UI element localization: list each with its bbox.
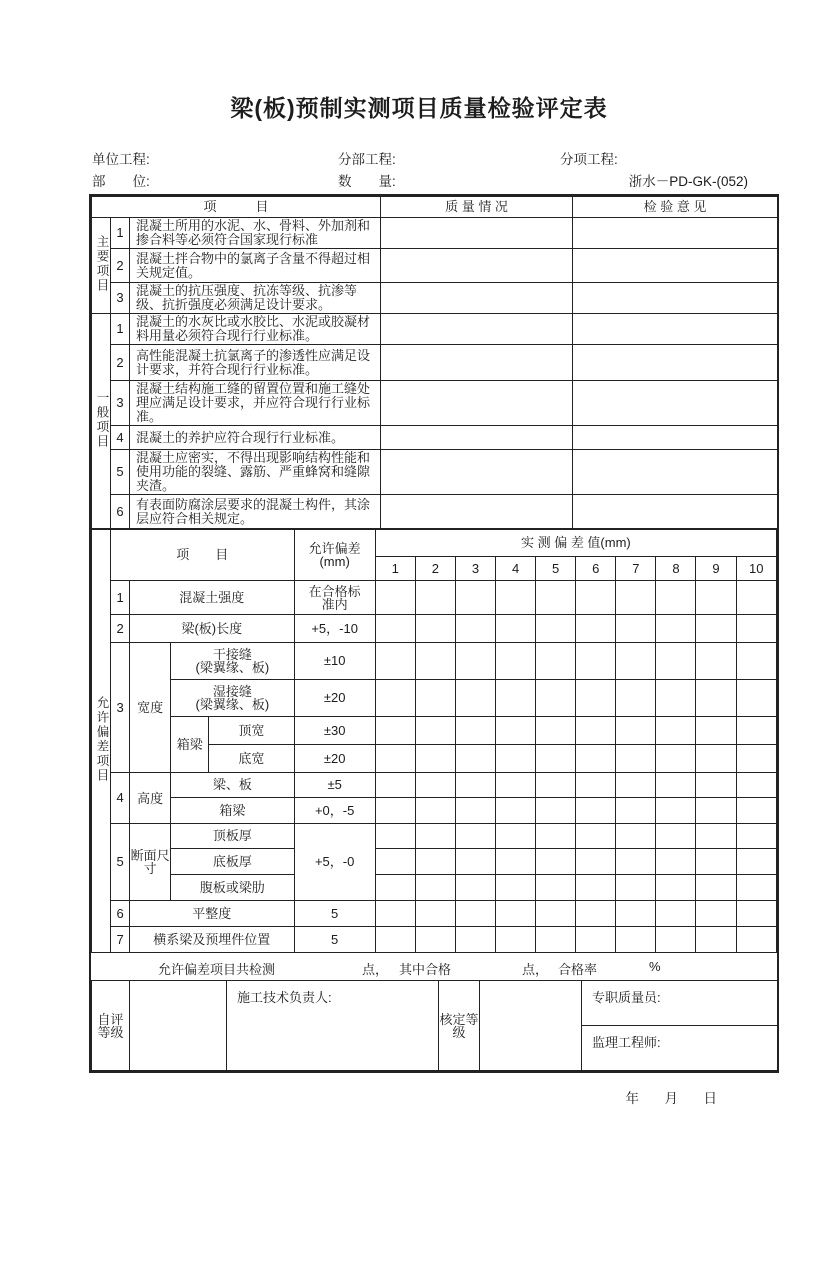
measured-col-header: 10 [736,557,776,581]
date-line: 年 月 日 [625,1091,723,1106]
allowed-deviation-header: 允许偏差 (mm) [294,530,375,581]
item-group-width: 宽度 [130,643,171,773]
measured-value-cell [696,717,736,745]
measured-value-cell [616,745,656,773]
stats-points-label: 点， [362,962,389,977]
inspection-opinion-cell [573,381,778,426]
item-number: 4 [111,426,130,450]
measured-value-cell [536,875,576,901]
measured-value-cell [696,927,736,953]
measured-value-cell [375,680,415,717]
measured-value-cell [696,901,736,927]
measured-value-cell [375,798,415,824]
item-group-height: 高度 [130,773,171,824]
measured-value-cell [696,643,736,680]
measured-value-cell [736,773,776,798]
measured-value-cell [736,824,776,849]
measured-value-cell [576,824,616,849]
measured-value-cell [736,798,776,824]
item-number: 3 [111,381,130,426]
inspection-opinion-cell [573,283,778,314]
measured-value-cell [736,901,776,927]
item-number: 7 [111,927,130,953]
measured-value-cell [496,849,536,875]
measured-value-cell [616,901,656,927]
measured-value-cell [496,901,536,927]
measured-value-cell [736,717,776,745]
item-text: 混凝土所用的水泥、水、骨料、外加剂和掺合料等必须符合国家现行标准 [130,218,381,249]
measured-value-cell [536,824,576,849]
measured-value-cell [736,615,776,643]
measured-value-cell [415,824,455,849]
item-name: 梁、板 [171,773,294,798]
item-text: 混凝土的抗压强度、抗冻等级、抗渗等级、抗折强度必须满足设计要求。 [130,283,381,314]
measured-value-cell [696,745,736,773]
measured-value-cell [375,615,415,643]
measured-col-header: 6 [576,557,616,581]
measured-value-cell [536,581,576,615]
doc-number: 浙水－PD-GK-(052) [628,174,748,189]
part-label: 部 位: [92,174,150,189]
measured-col-header: 7 [616,557,656,581]
quality-situation-cell [381,314,573,345]
deviation-group-label: 允许偏差项目 [92,530,111,953]
measured-value-cell [656,745,696,773]
allowed-deviation-value: 5 [294,901,375,927]
measured-value-cell [455,773,495,798]
item-name: 顶宽 [209,717,294,745]
measured-value-cell [375,745,415,773]
measured-value-cell [696,824,736,849]
inspection-opinion-cell [573,495,778,529]
measured-value-cell [576,798,616,824]
measured-value-cell [576,581,616,615]
measured-value-cell [455,745,495,773]
form-table [89,194,779,1073]
measured-value-cell [375,643,415,680]
measured-value-cell [616,680,656,717]
measured-value-cell [656,581,696,615]
measured-value-cell [656,927,696,953]
stats-checked-label: 允许偏差项目共检测 [158,962,276,977]
item-number: 5 [111,824,130,901]
allowed-deviation-value: ±30 [294,717,375,745]
item-name: 顶板厚 [171,824,294,849]
measured-col-header: 5 [536,557,576,581]
measured-value-cell [415,581,455,615]
subitem-project-label: 分项工程: [560,152,618,167]
page-title: 梁(板)预制实测项目质量检验评定表 [230,95,608,121]
item-name: 干接缝 (梁翼缘、板) [171,643,294,680]
measured-value-cell [415,717,455,745]
measured-value-cell [656,615,696,643]
measured-col-header: 1 [375,557,415,581]
measured-value-cell [576,773,616,798]
inspection-opinion-cell [573,314,778,345]
measured-col-header: 9 [696,557,736,581]
measured-value-cell [656,773,696,798]
measured-value-cell [415,849,455,875]
measured-value-cell [696,615,736,643]
measured-value-cell [736,875,776,901]
measured-value-cell [576,680,616,717]
measured-deviation-header: 实 测 偏 差 值(mm) [375,530,776,557]
item-group-box-girder: 箱梁 [171,717,209,773]
measured-value-cell [415,901,455,927]
measured-value-cell [536,798,576,824]
measured-value-cell [496,581,536,615]
measured-value-cell [536,849,576,875]
measured-value-cell [576,901,616,927]
item-column-header: 项 目 [92,197,381,218]
allowed-deviation-value: ±10 [294,643,375,680]
construction-tech-lead-label: 施工技术负责人: [227,981,439,1071]
deviation-item-header: 项 目 [111,530,294,581]
measured-value-cell [576,745,616,773]
quantity-label: 数 量: [338,174,396,189]
item-number: 3 [111,643,130,773]
measured-value-cell [375,824,415,849]
measured-value-cell [736,745,776,773]
quality-situation-cell [381,249,573,283]
measured-value-cell [656,875,696,901]
item-name: 横系梁及预埋件位置 [130,927,294,953]
quality-situation-cell [381,218,573,249]
item-number: 5 [111,450,130,495]
measured-value-cell [536,745,576,773]
form-sheet [0,90,838,1107]
inspection-opinion-cell [573,345,778,381]
measured-value-cell [696,680,736,717]
measured-col-header: 2 [415,557,455,581]
measured-value-cell [496,798,536,824]
measured-col-header: 4 [496,557,536,581]
measured-value-cell [656,798,696,824]
measured-value-cell [455,927,495,953]
measured-value-cell [415,745,455,773]
measured-value-cell [656,680,696,717]
main-items-group-label: 主要项目 [92,218,111,314]
date-line-container [89,1087,775,1107]
header-info [89,147,775,189]
item-number: 2 [111,345,130,381]
measured-value-cell [696,581,736,615]
unit-project-label: 单位工程: [92,152,150,167]
measured-value-cell [616,849,656,875]
item-name: 箱梁 [171,798,294,824]
inspection-opinion-cell [573,218,778,249]
measured-value-cell [576,927,616,953]
measured-value-cell [455,875,495,901]
item-number: 3 [111,283,130,314]
allowed-deviation-value: 在合格标 准内 [294,581,375,615]
quality-situation-cell [381,345,573,381]
measured-value-cell [656,849,696,875]
measured-value-cell [496,680,536,717]
checklist-table [91,196,778,529]
measured-value-cell [536,615,576,643]
measured-value-cell [415,875,455,901]
stats-points-label: 点， [522,962,549,977]
measured-value-cell [375,901,415,927]
measured-value-cell [616,824,656,849]
item-number: 1 [111,218,130,249]
measured-value-cell [415,773,455,798]
allowed-deviation-value: 5 [294,927,375,953]
allowed-deviation-value: ±20 [294,745,375,773]
measured-value-cell [576,875,616,901]
allowed-deviation-value: ±5 [294,773,375,798]
signature-block [91,980,778,1071]
allowed-deviation-value: ±20 [294,680,375,717]
quality-officer-label: 专职质量员: [582,981,778,1026]
measured-value-cell [496,824,536,849]
measured-value-cell [736,927,776,953]
allowed-deviation-value: +5，-10 [294,615,375,643]
measured-value-cell [536,901,576,927]
item-name: 底板厚 [171,849,294,875]
general-items-group-label: 一般项目 [92,314,111,529]
measured-col-header: 3 [455,557,495,581]
measured-value-cell [576,717,616,745]
measured-value-cell [536,927,576,953]
measured-value-cell [375,717,415,745]
stats-qualified-label: 其中合格 [399,962,452,977]
measured-value-cell [415,927,455,953]
measured-value-cell [616,798,656,824]
allowed-deviation-value: +0，-5 [294,798,375,824]
measured-value-cell [375,773,415,798]
inspection-opinion-cell [573,426,778,450]
item-group-section-size: 断面尺寸 [130,824,171,901]
measured-value-cell [736,849,776,875]
item-number: 2 [111,249,130,283]
measured-value-cell [536,643,576,680]
self-evaluation-grade-cell [130,981,227,1071]
measured-value-cell [455,824,495,849]
measured-value-cell [375,849,415,875]
measured-value-cell [696,849,736,875]
measured-value-cell [696,798,736,824]
deviation-table [91,529,777,953]
measured-value-cell [415,615,455,643]
item-name: 腹板或梁肋 [171,875,294,901]
stats-pass-rate-label: 合格率 [558,962,598,977]
measured-value-cell [616,773,656,798]
supervising-engineer-label: 监理工程师: [582,1026,778,1071]
division-project-label: 分部工程: [338,152,396,167]
measured-value-cell [415,643,455,680]
measured-value-cell [496,615,536,643]
measured-value-cell [455,717,495,745]
measured-value-cell [496,927,536,953]
item-text: 混凝土拌合物中的氯离子含量不得超过相关规定值。 [130,249,381,283]
measured-value-cell [455,615,495,643]
item-number: 1 [111,581,130,615]
item-number: 6 [111,901,130,927]
quality-situation-cell [381,426,573,450]
measured-value-cell [375,875,415,901]
measured-value-cell [536,680,576,717]
measured-value-cell [616,927,656,953]
quality-situation-cell [381,495,573,529]
measured-value-cell [696,875,736,901]
measured-value-cell [736,643,776,680]
item-text: 混凝土应密实，不得出现影响结构性能和使用功能的裂缝、露筋、严重蜂窝和缝隙夹渣。 [130,450,381,495]
measured-value-cell [496,773,536,798]
quality-situation-header: 质 量 情 况 [381,197,573,218]
measured-value-cell [496,717,536,745]
measured-value-cell [656,717,696,745]
measured-value-cell [496,745,536,773]
measured-value-cell [616,717,656,745]
item-name: 混凝土强度 [130,581,294,615]
allowed-deviation-value: +5，-0 [294,824,375,901]
item-text: 高性能混凝土抗氯离子的渗透性应满足设计要求，并符合现行行业标准。 [130,345,381,381]
item-name: 湿接缝 (梁翼缘、板) [171,680,294,717]
measured-value-cell [576,849,616,875]
quality-situation-cell [381,381,573,426]
item-text: 有表面防腐涂层要求的混凝土构件，其涂层应符合相关规定。 [130,495,381,529]
quality-situation-cell [381,283,573,314]
quality-situation-cell [381,450,573,495]
item-text: 混凝土的养护应符合现行行业标准。 [130,426,381,450]
measured-value-cell [696,773,736,798]
inspection-stats-row [91,953,777,980]
inspection-opinion-cell [573,450,778,495]
self-evaluation-grade-label: 自评等级 [92,981,130,1071]
inspection-opinion-header: 检 验 意 见 [573,197,778,218]
measured-value-cell [656,643,696,680]
measured-value-cell [736,581,776,615]
measured-value-cell [455,901,495,927]
item-number: 2 [111,615,130,643]
measured-value-cell [455,849,495,875]
measured-value-cell [496,643,536,680]
item-name: 平整度 [130,901,294,927]
measured-value-cell [375,927,415,953]
measured-value-cell [455,680,495,717]
measured-value-cell [415,680,455,717]
item-name: 梁(板)长度 [130,615,294,643]
stats-percent-sign: % [649,959,661,974]
inspection-opinion-cell [573,249,778,283]
measured-value-cell [616,875,656,901]
measured-value-cell [616,643,656,680]
measured-value-cell [415,798,455,824]
measured-value-cell [375,581,415,615]
measured-value-cell [656,824,696,849]
measured-value-cell [536,773,576,798]
verified-grade-label: 核定等级 [439,981,480,1071]
item-number: 1 [111,314,130,345]
item-number: 4 [111,773,130,824]
measured-col-header: 8 [656,557,696,581]
measured-value-cell [455,581,495,615]
measured-value-cell [536,717,576,745]
item-number: 6 [111,495,130,529]
measured-value-cell [455,798,495,824]
measured-value-cell [616,615,656,643]
measured-value-cell [576,643,616,680]
measured-value-cell [496,875,536,901]
measured-value-cell [616,581,656,615]
verified-grade-cell [480,981,582,1071]
measured-value-cell [736,680,776,717]
item-name: 底宽 [209,745,294,773]
measured-value-cell [576,615,616,643]
measured-value-cell [455,643,495,680]
item-text: 混凝土结构施工缝的留置位置和施工缝处理应满足设计要求，并应符合现行行业标准。 [130,381,381,426]
item-text: 混凝土的水灰比或水胶比、水泥或胶凝材料用量必须符合现行行业标准。 [130,314,381,345]
measured-value-cell [656,901,696,927]
